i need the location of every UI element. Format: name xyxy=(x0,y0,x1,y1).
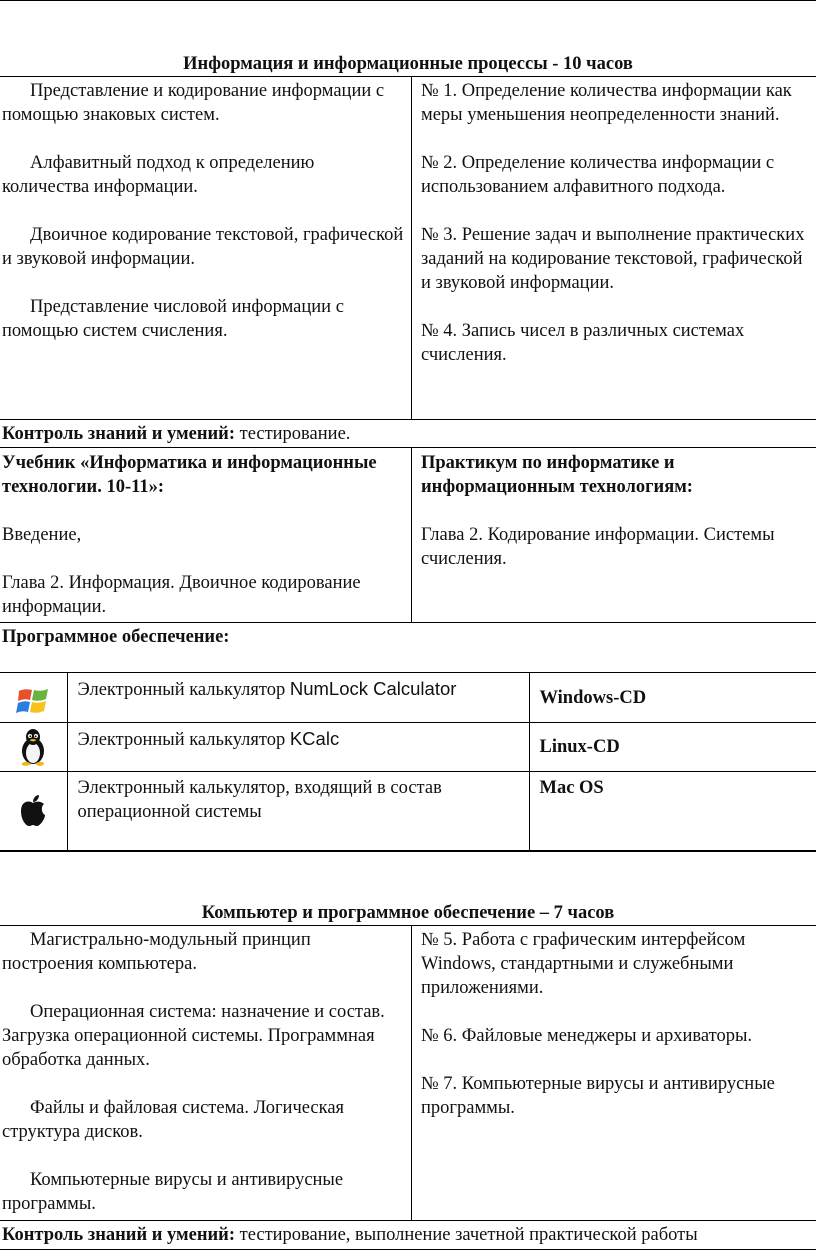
software-name-cell xyxy=(67,772,529,851)
windows-logo-icon xyxy=(13,681,53,721)
icon-cell xyxy=(0,772,67,851)
os-cell: Windows-CD xyxy=(529,673,816,723)
control-row xyxy=(2,422,814,446)
control-text: тестирование. xyxy=(234,424,351,444)
topic-item: Компьютерные вирусы и антивирусные программы. xyxy=(2,1170,344,1214)
topic-item: Представление и кодирование информации с помощью знаковых систем. xyxy=(2,81,385,125)
software-name-cell xyxy=(67,723,529,772)
software-desc: Электронный калькулятор xyxy=(77,730,290,750)
divider xyxy=(0,622,816,623)
table-row xyxy=(0,673,816,723)
divider xyxy=(0,925,816,926)
textbook-item: Глава 2. Информация. Двоичное кодирование информации. xyxy=(2,573,361,617)
textbook-item: Введение, xyxy=(2,525,82,545)
os-cell: Mac OS xyxy=(529,772,816,851)
column-divider xyxy=(411,447,412,622)
control-row xyxy=(2,1223,814,1247)
software-name-cell xyxy=(67,673,529,723)
software-desc: Электронный калькулятор, входящий в состав операционной системы xyxy=(77,778,442,822)
practical-item: № 6. Файловые менеджеры и архиваторы. xyxy=(421,1026,752,1046)
practical-item: № 5. Работа с графическим интерфейсом Windows, стандартными и служебными приложениями. xyxy=(421,930,746,998)
workshop-item: Глава 2. Кодирование информации. Системы счисления. xyxy=(421,525,775,569)
icon-cell xyxy=(0,673,67,723)
divider xyxy=(0,447,816,448)
divider xyxy=(0,76,816,77)
page-top-border xyxy=(0,0,816,1)
control-label: Контроль знаний и умений: xyxy=(2,424,235,444)
topic-item: Операционная система: назначение и состав. Загрузка операционной системы. Программная обработка данных. xyxy=(2,1002,385,1070)
apple-logo-icon xyxy=(13,791,53,831)
topic-item: Двоичное кодирование текстовой, графической и звуковой информации. xyxy=(2,225,404,269)
column-divider xyxy=(411,76,412,419)
software-label: Программное обеспечение: xyxy=(2,627,230,647)
textbook-cell xyxy=(2,451,404,619)
practical-item: № 4. Запись чисел в различных системах счисления. xyxy=(421,321,745,365)
topic-item: Алфавитный подход к определению количества информации. xyxy=(2,153,315,197)
topic-item: Представление числовой информации с помощью систем счисления. xyxy=(2,297,344,341)
linux-tux-icon xyxy=(13,727,53,767)
divider xyxy=(0,419,816,420)
topic-item: Магистрально-модульный принцип построения компьютера. xyxy=(2,930,311,974)
icon-cell xyxy=(0,723,67,772)
os-cell: Linux-CD xyxy=(529,723,816,772)
textbook-title: Учебник «Информатика и информационные технологии. 10-11»: xyxy=(2,453,377,497)
table-row xyxy=(0,723,816,772)
section-2-title: Компьютер и программное обеспечение – 7 часов xyxy=(201,903,615,923)
practical-item: № 2. Определение количества информации с использованием алфавитного подхода. xyxy=(421,153,775,197)
software-name: NumLock Calculator xyxy=(289,678,457,699)
software-table xyxy=(0,672,816,852)
workshop-cell xyxy=(421,451,815,571)
practicals-list xyxy=(421,928,815,1120)
table-row xyxy=(0,772,816,851)
topics-list xyxy=(2,79,404,343)
practical-item: № 7. Компьютерные вирусы и антивирусные программы. xyxy=(421,1074,775,1118)
section-1-title: Информация и информационные процессы - 10 часов xyxy=(183,54,633,74)
topics-list xyxy=(2,928,404,1216)
software-desc: Электронный калькулятор xyxy=(77,680,290,700)
practical-item: № 3. Решение задач и выполнение практических заданий на кодирование текстовой, графической и звуковой информации. xyxy=(421,225,805,293)
control-label: Контроль знаний и умений: xyxy=(2,1225,235,1245)
control-text: тестирование, выполнение зачетной практической работы xyxy=(234,1225,698,1245)
column-divider xyxy=(411,925,412,1220)
software-name: KCalc xyxy=(289,728,340,749)
practicals-list xyxy=(421,79,815,367)
workshop-title: Практикум по информатике и информационным технологиям: xyxy=(421,453,693,497)
divider xyxy=(0,1220,816,1221)
divider xyxy=(0,1249,816,1250)
topic-item: Файлы и файловая система. Логическая структура дисков. xyxy=(2,1098,345,1142)
practical-item: № 1. Определение количества информации как меры уменьшения неопределенности знаний. xyxy=(421,81,792,125)
